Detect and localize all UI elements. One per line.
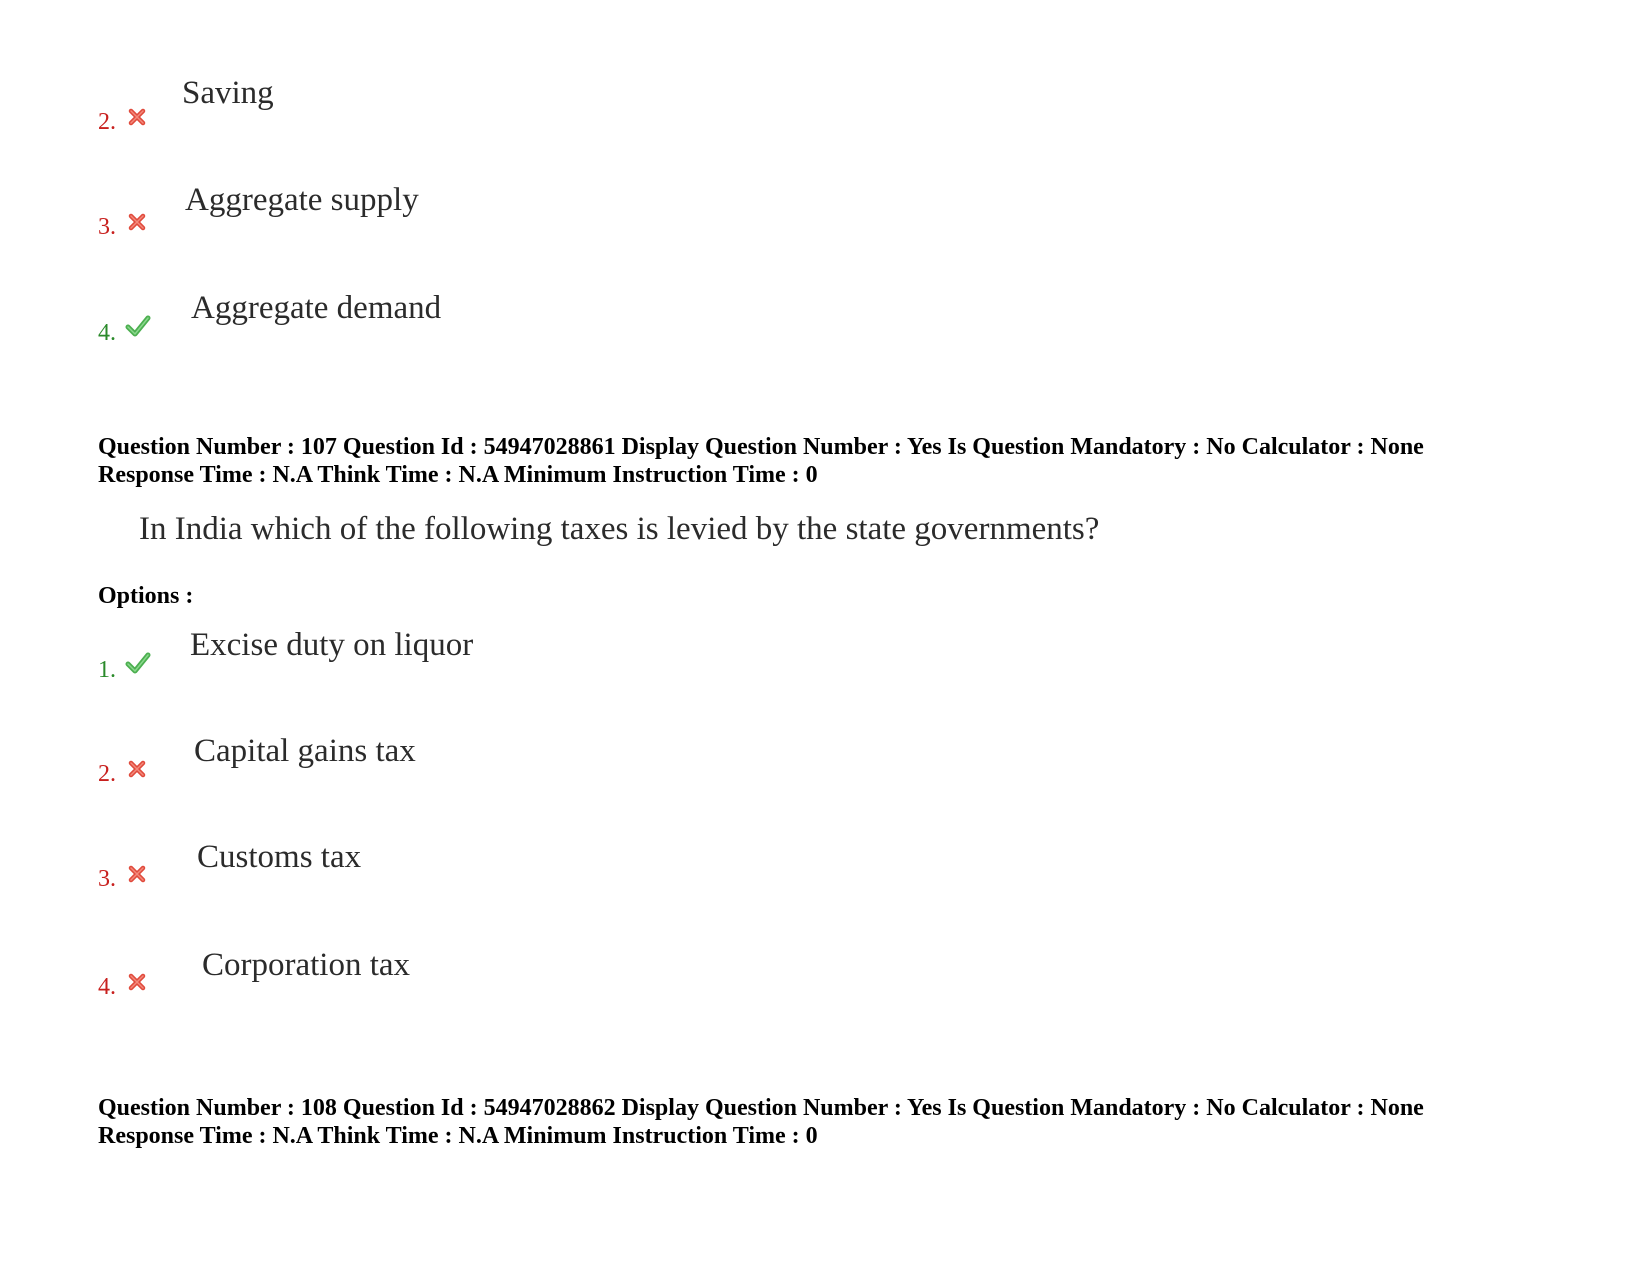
option-number: 1.	[98, 657, 116, 683]
question-meta-line2: Response Time : N.A Think Time : N.A Minimum Instruction Time : 0	[98, 462, 818, 488]
option-number: 2.	[98, 109, 116, 135]
option-text: Excise duty on liquor	[190, 627, 474, 663]
cross-icon	[126, 971, 148, 993]
question-meta-line2: Response Time : N.A Think Time : N.A Minimum Instruction Time : 0	[98, 1123, 818, 1149]
option-item	[98, 935, 798, 1015]
question-meta-108	[98, 1094, 1424, 1150]
option-item	[98, 282, 798, 362]
option-number: 3.	[98, 214, 116, 240]
option-item	[98, 723, 798, 803]
option-item	[98, 72, 798, 152]
option-text: Aggregate demand	[191, 290, 442, 326]
option-item	[98, 177, 798, 257]
option-item	[98, 828, 798, 908]
question-meta-line1: Question Number : 108 Question Id : 54947028862 Display Question Number : Yes Is Question Mandatory : No Calculator : None	[98, 1095, 1424, 1121]
option-text: Capital gains tax	[194, 733, 416, 769]
option-text: Corporation tax	[202, 947, 411, 983]
option-number: 2.	[98, 761, 116, 787]
check-icon	[125, 651, 151, 675]
question-text: In India which of the following taxes is levied by the state governments?	[139, 511, 1100, 547]
option-item	[98, 618, 798, 698]
option-number: 4.	[98, 974, 116, 1000]
check-icon	[125, 314, 151, 338]
cross-icon	[126, 758, 148, 780]
option-number: 4.	[98, 320, 116, 346]
option-text: Aggregate supply	[185, 182, 419, 218]
option-number: 3.	[98, 866, 116, 892]
cross-icon	[126, 106, 148, 128]
question-meta-107	[98, 433, 1424, 489]
cross-icon	[126, 863, 148, 885]
option-text: Saving	[182, 75, 274, 111]
question-meta-line1: Question Number : 107 Question Id : 54947028861 Display Question Number : Yes Is Question Mandatory : No Calculator : None	[98, 434, 1424, 460]
options-label: Options :	[98, 583, 194, 609]
option-text: Customs tax	[197, 839, 362, 875]
cross-icon	[126, 211, 148, 233]
